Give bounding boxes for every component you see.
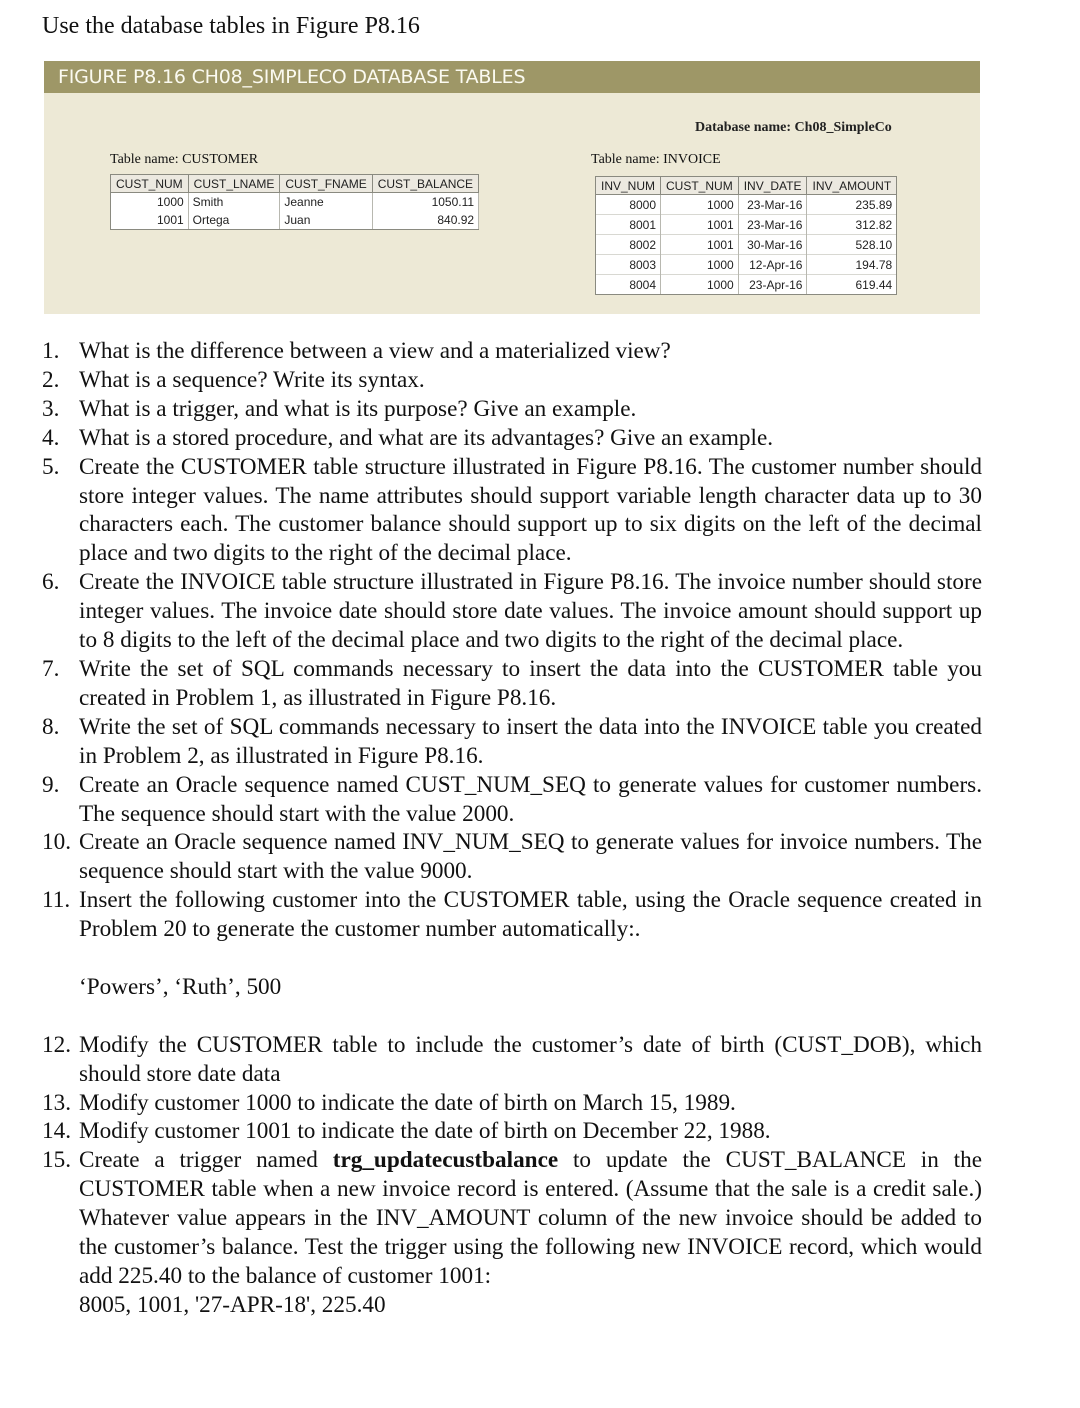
cell: 194.78 <box>807 255 897 275</box>
question-item <box>42 1031 982 1089</box>
table-row <box>111 211 479 230</box>
invoice-table <box>595 176 897 295</box>
column-header: INV_DATE <box>738 177 807 195</box>
question-item <box>42 655 982 713</box>
question-text: Create an Oracle sequence named CUST_NUM_SEQ to generate values for customer numbers. The sequence should start with the value 2000. <box>79 771 982 827</box>
cell: 840.92 <box>372 211 478 230</box>
cell: 1001 <box>661 215 739 235</box>
cell: 312.82 <box>807 215 897 235</box>
question-text: Create the INVOICE table structure illustrated in Figure P8.16. The invoice number should store integer values. The invoice date should store date values. The invoice amount should support up to 8 digits to the left of the decimal place and two digits to the right of the decimal place. <box>79 569 982 654</box>
question-item <box>42 1146 982 1319</box>
intro-text: Use the database tables in Figure P8.16 <box>42 13 420 39</box>
database-name-label: Database name: Ch08_SimpleCo <box>695 120 892 135</box>
cell: 30-Mar-16 <box>738 235 807 255</box>
table-row <box>596 255 897 275</box>
table-row <box>111 193 479 212</box>
figure-p8-16 <box>44 61 980 314</box>
question-number: 1. <box>42 338 60 364</box>
cell: 1000 <box>111 193 189 212</box>
invoice-table-name: Table name: INVOICE <box>591 152 721 167</box>
question-item <box>42 366 982 395</box>
cell: 8004 <box>596 275 661 295</box>
question-number: 6. <box>42 569 60 596</box>
cell: 1000 <box>661 255 739 275</box>
cell: 12-Apr-16 <box>738 255 807 275</box>
question-text: Write the set of SQL commands necessary to insert the data into the INVOICE table you created in Problem 2, as illustrated in Figure P8.16. <box>79 713 982 769</box>
customer-table-name: Table name: CUSTOMER <box>110 152 259 167</box>
question-text <box>79 1146 982 1319</box>
cell: 1050.11 <box>372 193 478 212</box>
question-text: Create the CUSTOMER table structure illustrated in Figure P8.16. The customer number should store integer values. The name attributes should support variable length character data up to 30 characters each. The customer balance should support up to six digits on the left of the decimal place and two digits to the right of the decimal place. <box>79 453 982 567</box>
question-item <box>42 713 982 771</box>
question-number: 3. <box>42 395 60 422</box>
question-item <box>42 771 982 829</box>
question-list <box>42 337 982 1320</box>
question-number: 4. <box>42 424 60 451</box>
cell: Juan <box>280 211 372 230</box>
column-header: CUST_NUM <box>661 177 739 195</box>
cell: 23-Apr-16 <box>738 275 807 295</box>
customer-table <box>110 174 479 230</box>
cell: Jeanne <box>280 193 372 212</box>
cell: 528.10 <box>807 235 897 255</box>
cell: 8001 <box>596 215 661 235</box>
question-text: Create an Oracle sequence named INV_NUM_SEQ to generate values for invoice numbers. The sequence should start with the value 9000. <box>79 829 982 885</box>
question-item <box>42 886 982 944</box>
question-item <box>42 568 982 655</box>
q15-record: 8005, 1001, '27-APR-18', 225.40 <box>79 1291 386 1318</box>
question-number: 9. <box>42 771 60 798</box>
column-header: CUST_FNAME <box>280 175 372 193</box>
q15-text-after: to update the CUST_BALANCE in the CUSTOMER table when a new invoice record is entered. (Assume that the sale is a credit sale.) Whatever value appears in the INV_AMOUNT column of the new invoice should be added to the customer’s balance. Test the trigger using the following new INVOICE record, which would add 225.40 to the balance of customer 1001: <box>79 1147 982 1289</box>
q11-values: ‘Powers’, ‘Ruth’, 500 <box>79 973 282 1000</box>
question-number: 14. <box>42 1118 71 1145</box>
cell: Ortega <box>188 211 280 230</box>
cell: 8000 <box>596 195 661 215</box>
column-header: CUST_LNAME <box>188 175 280 193</box>
question-item <box>42 828 982 886</box>
cell: 1000 <box>661 275 739 295</box>
question-item <box>42 337 982 366</box>
cell: 235.89 <box>807 195 897 215</box>
trigger-name: trg_updatecustbalance <box>332 1147 559 1174</box>
question-number: 8. <box>42 713 60 740</box>
q15-text-before: Create a trigger named <box>79 1147 333 1174</box>
figure-header: FIGURE P8.16 CH08_SIMPLECO DATABASE TABLES <box>44 61 980 93</box>
table-row <box>596 195 897 215</box>
question-text: Write the set of SQL commands necessary to insert the data into the CUSTOMER table you created in Problem 1, as illustrated in Figure P8.16. <box>79 655 982 711</box>
question-number: 12. <box>42 1031 71 1058</box>
question-text: Insert the following customer into the CUSTOMER table, using the Oracle sequence created in Problem 20 to generate the customer number automatically:. <box>79 887 982 943</box>
table-row <box>596 215 897 235</box>
question-item <box>42 453 982 569</box>
cell: Smith <box>188 193 280 212</box>
column-header: CUST_BALANCE <box>372 175 478 193</box>
question-text: What is a stored procedure, and what are its advantages? Give an example. <box>79 424 774 451</box>
question-number: 11. <box>42 887 71 914</box>
column-header: INV_NUM <box>596 177 661 195</box>
question-text: Modify customer 1000 to indicate the date of birth on March 15, 1989. <box>79 1089 736 1116</box>
question-text: What is the difference between a view and a materialized view? <box>79 338 671 364</box>
spacer <box>42 944 982 973</box>
question-number: 5. <box>42 453 60 480</box>
question-number: 13. <box>42 1089 71 1116</box>
cell: 8003 <box>596 255 661 275</box>
cell: 23-Mar-16 <box>738 195 807 215</box>
question-text: What is a trigger, and what is its purpose? Give an example. <box>79 395 637 422</box>
question-number: 7. <box>42 655 60 682</box>
table-row <box>596 235 897 255</box>
question-text: Modify the CUSTOMER table to include the customer’s date of birth (CUST_DOB), which should store date data <box>79 1031 982 1087</box>
cell: 1001 <box>111 211 189 230</box>
cell: 619.44 <box>807 275 897 295</box>
spacer <box>42 1002 982 1031</box>
question-number: 15. <box>42 1147 71 1174</box>
question-number: 2. <box>42 366 60 393</box>
question-text: Modify customer 1001 to indicate the date of birth on December 22, 1988. <box>79 1118 771 1145</box>
table-row <box>596 275 897 295</box>
question-item <box>42 395 982 424</box>
cell: 1001 <box>661 235 739 255</box>
column-header: INV_AMOUNT <box>807 177 897 195</box>
question-item <box>42 1089 982 1118</box>
cell: 8002 <box>596 235 661 255</box>
question-item <box>42 424 982 453</box>
column-header: CUST_NUM <box>111 175 189 193</box>
question-number: 10. <box>42 829 71 856</box>
cell: 23-Mar-16 <box>738 215 807 235</box>
cell: 1000 <box>661 195 739 215</box>
question-item <box>42 1117 982 1146</box>
question-text: What is a sequence? Write its syntax. <box>79 366 425 393</box>
